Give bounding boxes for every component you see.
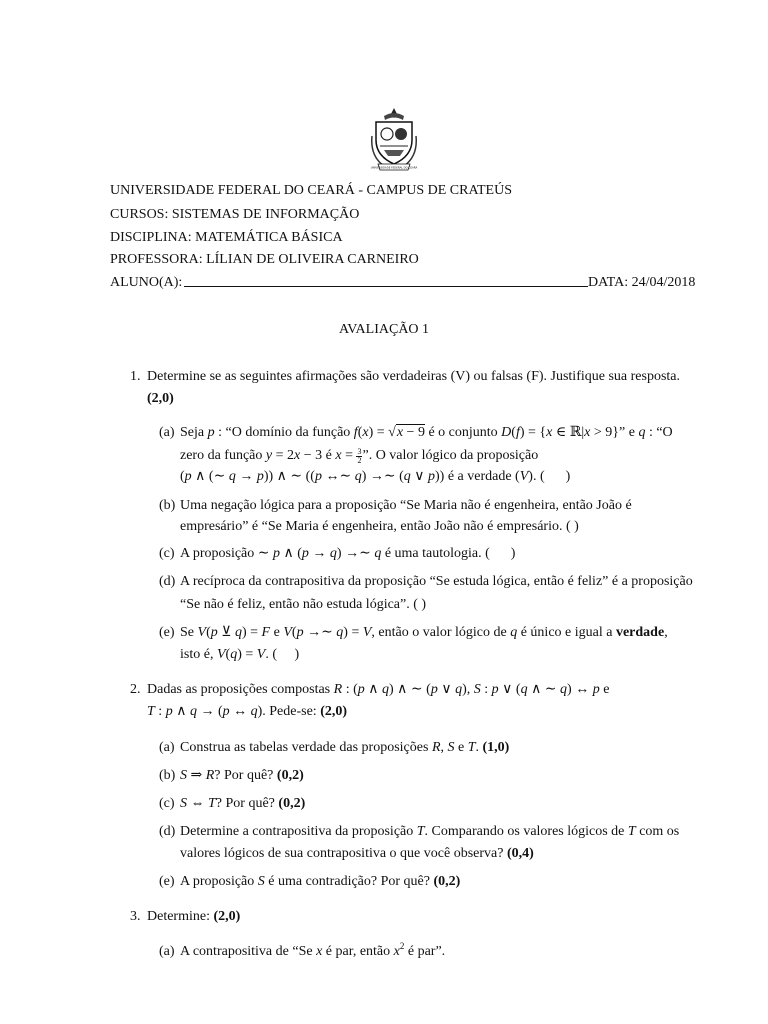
q1-item-e-line2: isto é, V(q) = V. ( ) [180, 647, 300, 662]
q1-item-d-line2: “Se não é feliz, então não estuda lógica”. ( ) [180, 597, 427, 612]
q2-item-d-line1: Determine a contrapositiva da proposição T. Comparando os valores lógicos de T com os [180, 824, 680, 839]
professor-line: PROFESSORA: LÍLIAN DE OLIVEIRA CARNEIRO [110, 252, 419, 267]
q3-item-a-text: A contrapositiva de “Se x é par, então $x^2$ é par”. [180, 941, 446, 959]
student-name-field[interactable] [184, 286, 588, 287]
q2-item-e-label: (e) [159, 874, 175, 889]
q1-item-a-line1: Seja p : “O domínio da função f(x) = √x − 9 é o conjunto D(f) = {x ∈ ℝ|x > 9}” e q : “O [180, 425, 673, 440]
question-3-text: Determine: (2,0) [147, 909, 241, 924]
q1-item-a-line3: (p ∧ (∼ q → p)) ∧ ∼ ((p ↔∼ q) →∼ (q ∨ p)) é a verdade (V). ( ) [180, 469, 571, 484]
question-2-number: 2. [130, 682, 141, 697]
q2-item-c-text: S ⇔ T? Por quê? (0,2) [180, 796, 306, 811]
university-name: UNIVERSIDADE FEDERAL DO CEARÁ - CAMPUS DE CRATEÚS [110, 183, 513, 198]
courses-line: CURSOS: SISTEMAS DE INFORMAÇÃO [110, 207, 360, 222]
university-seal-logo [370, 106, 418, 174]
discipline-line: DISCIPLINA: MATEMÁTICA BÁSICA [110, 230, 343, 245]
q2-item-b-text: S ⇒ R? Por quê? (0,2) [180, 768, 304, 783]
q1-item-d-label: (d) [159, 574, 176, 589]
q1-item-b-line2: empresário” é “Se Maria é engenheira, então João não é empresário. ( ) [180, 519, 579, 534]
q1-item-b-label: (b) [159, 498, 176, 513]
q2-item-c-label: (c) [159, 796, 175, 811]
q2-item-a-text: Construa as tabelas verdade das proposições R, S e T. (1,0) [180, 740, 510, 755]
q1-item-d-line1: A recíproca da contrapositiva da proposição “Se estuda lógica, então é feliz” é a proposição [180, 574, 693, 589]
question-2-line1: Dadas as proposições compostas R : (p ∧ q) ∧ ∼ (p ∨ q), S : p ∨ (q ∧ ∼ q) ↔ p e [147, 682, 610, 697]
q1-item-a-line2: zero da função y = 2x − 3 é x = $\frac{3}{2}$ ”. O valor lógico da proposição [180, 447, 539, 465]
q2-item-e-text: A proposição S é uma contradição? Por quê? (0,2) [180, 874, 461, 889]
exam-date: DATA: 24/04/2018 [588, 275, 696, 290]
q1-item-c-label: (c) [159, 546, 175, 561]
q1-item-b-line1: Uma negação lógica para a proposição “Se Maria não é engenheira, então João é [180, 498, 632, 513]
q1-item-c-text: A proposição ∼ p ∧ (p → q) →∼ q é uma tautologia. ( ) [180, 546, 516, 561]
q1-item-e-line1: Se V(p ⊻ q) = F e V(p →∼ q) = V, então o valor lógico de q é único e igual a verdade, [180, 625, 668, 640]
question-1-points: (2,0) [147, 391, 174, 406]
q2-item-d-label: (d) [159, 824, 176, 839]
question-1-text: Determine se as seguintes afirmações são verdadeiras (V) ou falsas (F). Justifique sua resposta. [147, 369, 680, 384]
q1-item-a-label: (a) [159, 425, 175, 440]
page-title: AVALIAÇÃO 1 [338, 322, 430, 337]
question-1-number: 1. [130, 369, 141, 384]
student-label: ALUNO(A): [110, 275, 183, 290]
q2-item-d-line2: valores lógicos de sua contrapositiva o que você observa? (0,4) [180, 846, 534, 861]
q2-item-b-label: (b) [159, 768, 176, 783]
question-3-number: 3. [130, 909, 141, 924]
svg-text:UNIVERSIDADE FEDERAL DO CEARÁ: UNIVERSIDADE FEDERAL DO CEARÁ [370, 166, 418, 170]
q1-item-e-label: (e) [159, 625, 175, 640]
q3-item-a-label: (a) [159, 944, 175, 959]
q2-item-a-label: (a) [159, 740, 175, 755]
question-2-line2: T : p ∧ q → (p ↔ q). Pede-se: (2,0) [147, 704, 348, 719]
